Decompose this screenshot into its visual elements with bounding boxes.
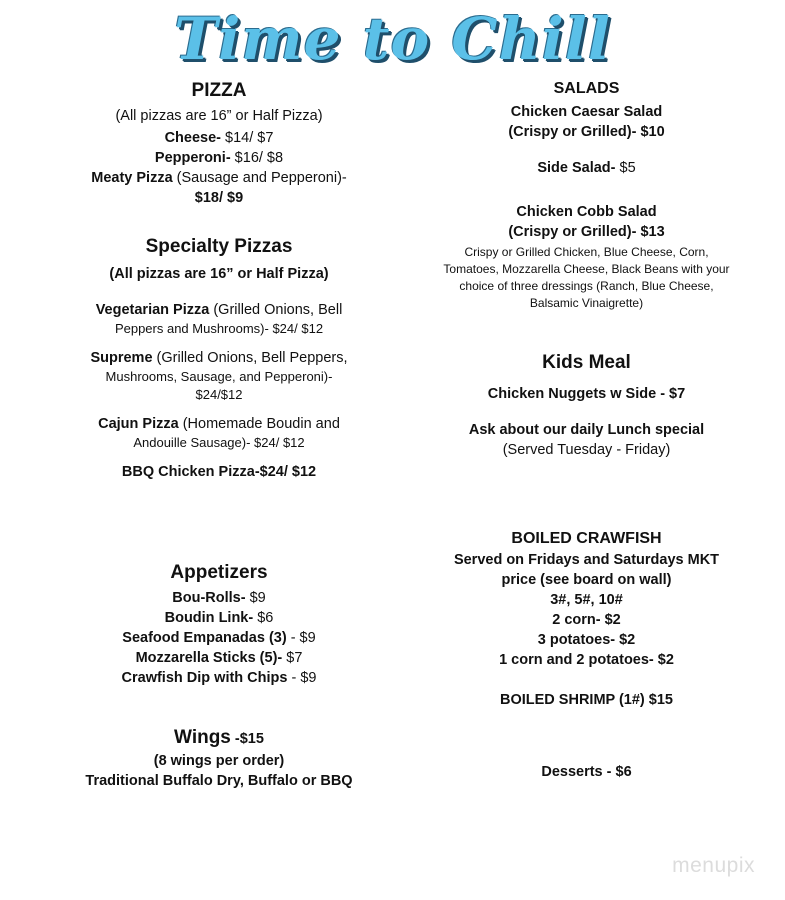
section-salads [428, 80, 745, 312]
menu-item-chicken-caesar-salad-name: Chicken Caesar Salad [510, 104, 663, 120]
menu-item-bou-rolls [50, 588, 388, 608]
right-column [410, 80, 785, 791]
menu-item-side-salad-price: $5 [615, 160, 636, 176]
menu-item-chicken-cobb-salad-desc1: Crispy or Grilled Chicken, Blue Cheese, Corn, [464, 245, 709, 259]
menu-item-supreme [50, 348, 388, 368]
menu-item-chicken-cobb-salad-desc2: Tomatoes, Mozzarella Cheese, Black Beans with your [443, 262, 730, 276]
left-column [0, 80, 410, 791]
section-appetizers [50, 562, 388, 688]
specialty-note: (All pizzas are 16” or Half Pizza) [109, 266, 329, 282]
menu-item-cheese-price: $14/ $7 [221, 130, 274, 146]
desserts-line: Desserts - $6 [541, 764, 632, 780]
kids-meal-heading: Kids Meal [542, 352, 631, 373]
section-kids-meal [428, 352, 745, 460]
menu-item-supreme-line3: $24/$12 [195, 387, 243, 402]
wings-heading: Wings [174, 727, 231, 748]
boiled-crawfish-heading: BOILED CRAWFISH [511, 530, 662, 547]
wings-flavors: Traditional Buffalo Dry, Buffalo or BBQ [85, 773, 353, 789]
menu-item-chicken-cobb-salad-name: Chicken Cobb Salad [516, 204, 657, 220]
menu-item-side-salad-name: Side Salad- [537, 160, 616, 176]
menu-item-cheese-name: Cheese- [164, 130, 221, 146]
section-wings [50, 728, 388, 791]
menu-item-meaty-pizza-desc: (Sausage and Pepperoni)- [172, 170, 347, 186]
menu-item-vegetarian-pizza [50, 300, 388, 320]
boiled-shrimp: BOILED SHRIMP (1#) $15 [500, 692, 673, 708]
menu-item-mozzarella-sticks [50, 648, 388, 668]
menu-item-crawfish-dip-price: - $9 [287, 670, 317, 686]
crawfish-corn-price: 2 corn- $2 [552, 612, 621, 628]
appetizers-heading: Appetizers [170, 562, 268, 583]
menu-item-cheese [50, 128, 388, 148]
menu-item-mozzarella-sticks-name: Mozzarella Sticks (5)- [135, 650, 283, 666]
menu-item-pepperoni [50, 148, 388, 168]
menu-item-vegetarian-pizza-name: Vegetarian Pizza [95, 302, 210, 318]
section-specialty-pizzas [50, 236, 388, 482]
menu-item-bbq-chicken-pizza-price: -$24/ $12 [254, 464, 317, 480]
menu-item-supreme-name: Supreme [90, 350, 153, 366]
menu-item-pepperoni-price: $16/ $8 [230, 150, 284, 166]
pizza-note: (All pizzas are 16” or Half Pizza) [115, 108, 323, 124]
menu-item-side-salad [428, 158, 745, 178]
lunch-special-line2: (Served Tuesday - Friday) [502, 442, 671, 458]
menu-item-cajun-pizza-desc: (Homemade Boudin and [178, 416, 340, 432]
menu-item-crawfish-dip-name: Crawfish Dip with Chips [121, 670, 288, 686]
menu-item-bbq-chicken-pizza-name: BBQ Chicken Pizza [121, 464, 255, 480]
menu-item-bou-rolls-name: Bou-Rolls- [172, 590, 246, 606]
menu-item-seafood-empanadas-price: - $9 [286, 630, 316, 646]
section-boiled-crawfish [428, 530, 745, 710]
menu-item-meaty-pizza-price: $18/ $9 [194, 190, 244, 206]
section-desserts [428, 762, 745, 782]
crawfish-combo-price: 1 corn and 2 potatoes- $2 [499, 652, 674, 668]
menu-item-seafood-empanadas [50, 628, 388, 648]
menupix-watermark: menupix [672, 854, 755, 877]
menu-item-bou-rolls-price: $9 [245, 590, 266, 606]
menu-item-crawfish-dip [50, 668, 388, 688]
crawfish-line1: Served on Fridays and Saturdays MKT [453, 552, 720, 568]
menu-header [0, 0, 785, 80]
menu-item-pepperoni-name: Pepperoni- [154, 150, 231, 166]
menu-item-boudin-link [50, 608, 388, 628]
crawfish-potatoes-price: 3 potatoes- $2 [537, 632, 636, 648]
menu-item-meaty-pizza [50, 168, 388, 188]
wings-price: -$15 [230, 731, 264, 747]
menu-item-bbq-chicken-pizza [50, 462, 388, 482]
salads-heading: SALADS [553, 80, 620, 97]
menu-item-supreme-line2: Mushrooms, Sausage, and Pepperoni)- [105, 369, 333, 384]
menu-item-cajun-pizza [50, 414, 388, 434]
menu-item-mozzarella-sticks-price: $7 [282, 650, 303, 666]
section-pizza [50, 80, 388, 208]
menu-item-chicken-cobb-salad-desc3: choice of three dressings (Ranch, Blue Cheese, [459, 279, 714, 293]
menu-item-vegetarian-pizza-desc: (Grilled Onions, Bell [209, 302, 343, 318]
menu-item-chicken-cobb-salad-line2: (Crispy or Grilled)- $13 [508, 224, 665, 240]
crawfish-line2: price (see board on wall) [501, 572, 672, 588]
pizza-heading: PIZZA [191, 80, 247, 101]
menu-item-seafood-empanadas-name: Seafood Empanadas (3) [122, 630, 287, 646]
menu-item-chicken-nuggets: Chicken Nuggets w Side - $7 [487, 386, 686, 402]
menu-item-vegetarian-pizza-line2: Peppers and Mushrooms)- $24/ $12 [114, 321, 324, 336]
menu-item-meaty-pizza-name: Meaty Pizza [91, 170, 173, 186]
menu-item-supreme-desc: (Grilled Onions, Bell Peppers, [152, 350, 348, 366]
specialty-heading: Specialty Pizzas [145, 236, 293, 257]
lunch-special-line1: Ask about our daily Lunch special [468, 422, 705, 438]
menu-columns [0, 80, 785, 791]
menu-item-chicken-cobb-salad-desc4: Balsamic Vinaigrette) [529, 296, 644, 310]
menu-item-boudin-link-name: Boudin Link- [164, 610, 254, 626]
menu-item-cajun-pizza-name: Cajun Pizza [98, 416, 179, 432]
crawfish-sizes: 3#, 5#, 10# [550, 592, 623, 608]
menu-item-chicken-caesar-salad-line2: (Crispy or Grilled)- $10 [508, 124, 665, 140]
menu-item-boudin-link-price: $6 [253, 610, 274, 626]
menu-item-cajun-pizza-line2: Andouille Sausage)- $24/ $12 [133, 435, 305, 450]
wings-note: (8 wings per order) [153, 753, 285, 769]
restaurant-logo-title: Time to Chill [174, 5, 611, 73]
wings-heading-row [50, 728, 388, 749]
